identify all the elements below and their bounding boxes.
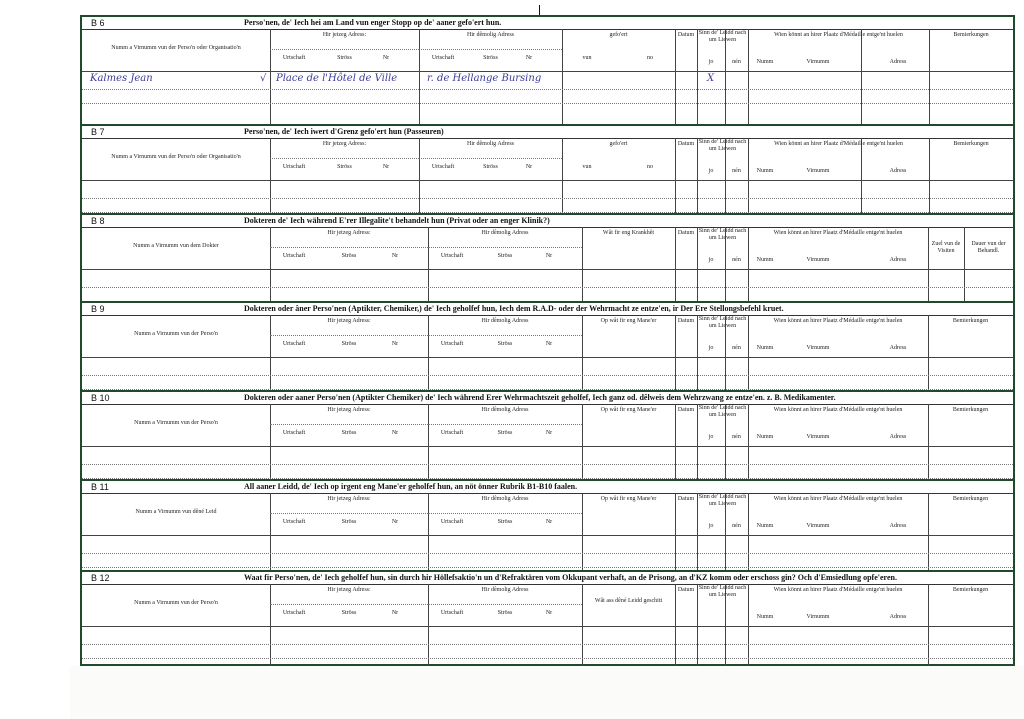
current-address-label: Hir jetzeg Adress: [322,32,367,38]
section-code: B 11 [91,482,109,492]
column-divider [928,493,929,572]
column-divider [748,315,749,392]
street-label: Ströss [341,430,357,436]
header-bottom-line [82,446,1013,447]
column-divider [675,404,676,481]
name-label: Numm [756,168,774,174]
remarks-label: Bemierkungen [952,587,989,593]
place-label: Urtschaft [282,253,306,259]
sub-header-line [428,335,582,336]
street-label: Ströss [497,253,513,259]
header-bottom-line [82,357,1013,358]
section-b11 [82,479,1013,572]
place-label: Urtschaft [440,253,464,259]
date-label: Datum [677,318,695,324]
column-divider [270,315,271,392]
sub-header-line [270,424,428,425]
first-column-label: Numm a Virnumm vun dem Dokter [133,243,219,249]
section-grid [82,493,1013,572]
address-label: Adress [889,59,907,65]
section-grid [82,29,1013,124]
former-address-label: Hir dêmolig Adress [481,496,529,502]
from-label: vun [582,164,592,170]
no-label: nén [732,434,741,440]
yes-label: jo [708,168,714,174]
street-label: Ströss [337,55,352,61]
nr-label: Nr [391,430,399,436]
section-title: Perso'nen, de' Iech iwert d'Grenz gefo'ert hun (Passeuren) [244,127,444,136]
first-name-label: Virnumm [806,614,830,620]
name-label: Numm [756,523,774,529]
column-divider [562,138,563,215]
section-b12 [82,570,1013,666]
column-divider [861,29,862,124]
street-label: Ströss [341,610,357,616]
column-divider [748,138,749,215]
address-label: Adress [889,614,907,620]
yes-label: jo [708,345,714,351]
suffered-label: Sinn de' Leidd nach um Liewen [698,30,747,43]
medal-label: Wien könnt an hirer Plaatz d'Médaille entge'nt huelen [773,496,903,502]
column-divider [270,29,271,124]
entry-check: √ [260,73,267,84]
section-code: B 6 [91,18,105,28]
place-label: Urtschaft [282,519,306,525]
current-address-label: Hir jetzeg Adress: [327,587,371,593]
sub-header-line [428,247,582,248]
sub-header-line [270,335,428,336]
form-frame [80,15,1015,666]
first-name-label: Virnumm [806,168,830,174]
nr-label: Nr [391,253,399,259]
section-b6 [82,17,1013,124]
column-divider [428,584,429,666]
driven-label: gefo'ert [609,32,628,38]
section-code: B 10 [91,393,110,403]
section-title: Dokteren oder aaner Perso'nen (Aptikter Chemiker) de' Iech während Erer Wehrmachtszeit geholfef, Iech ganz od. dêlweis dem Wehrzwang ze entze'en. z. B. Medikamenter. [244,393,836,402]
column-divider [419,29,420,124]
former-address-label: Hir dêmolig Adress [467,32,514,38]
yes-label: jo [708,257,714,263]
first-name-label: Virnumm [806,523,830,529]
current-address-label: Hir jetzeg Adress: [327,496,371,502]
former-address-label: Hir dêmolig Adress [481,587,529,593]
place-label: Urtschaft [431,55,455,61]
street-label: Ströss [341,253,357,259]
nr-label: Nr [545,341,553,347]
suffered-label: Sinn de' Leidd nach um Liewen [698,405,747,418]
first-name-label: Virnumm [806,257,830,263]
column-divider [582,315,583,392]
section-b10 [82,390,1013,481]
name-label: Numm [756,345,774,351]
suffered-label: Sinn de' Leidd nach um Liewen [698,316,747,329]
date-label: Datum [677,496,695,502]
special-column-label: Op wât fir eng Mane'er [600,318,657,324]
address-label: Adress [889,257,907,263]
current-address-label: Hir jetzeg Adress: [327,407,371,413]
place-label: Urtschaft [440,519,464,525]
column-divider [928,315,929,392]
column-divider [964,227,965,303]
no-label: nén [732,257,741,263]
column-divider [428,227,429,303]
nr-label: Nr [545,430,553,436]
yes-label: jo [708,59,714,65]
first-column-label: Numm a Virnumm vun dêné Leid [135,509,217,515]
yes-label: jo [708,523,714,529]
header-bottom-line [82,626,1013,627]
header-bottom-line [82,535,1013,536]
sub-header-line [428,513,582,514]
entry-row-line [82,103,1013,104]
column-divider [419,138,420,215]
column-divider [748,29,749,124]
first-name-label: Virnumm [806,434,830,440]
place-label: Urtschaft [440,610,464,616]
first-column-label: Numm a Virnumm vun der Perso'n [134,420,218,426]
section-b8 [82,213,1013,303]
column-divider [675,29,676,124]
section-code: B 8 [91,216,105,226]
street-label: Ströss [341,341,357,347]
section-code: B 7 [91,127,105,137]
section-grid [82,404,1013,481]
section-title: Perso'nen, de' Iech hei am Land vun enger Stopp op de' aaner gefo'ert hun. [244,18,502,27]
address-label: Adress [889,434,907,440]
date-label: Datum [677,32,695,38]
sub-header-line [270,158,419,159]
remarks-label: Bemierkungen [953,32,989,38]
duration-label: Dauer vun der Behandl. [971,241,1006,254]
remarks-label: Bemierkungen [953,141,989,147]
section-title: All aaner Leidd, de' Iech op irgent eng Mane'er geholfef hun, an nöt önner Rubrik B1-B10 faalen. [244,482,578,491]
remarks-label: Bemierkungen [952,407,989,413]
header-bottom-line [82,71,1013,72]
visits-label: Zuel vun de Visiten [931,241,961,254]
street-label: Ströss [483,164,498,170]
column-divider [428,315,429,392]
medal-label: Wien könnt an hirer Plaatz d'Médaille entge'nt huelen [773,587,903,593]
no-label: nén [732,168,741,174]
section-code: B 12 [91,573,110,583]
sub-header-line [270,49,419,50]
first-column-label: Numm a Virnumm vun der Perso'n [134,331,218,337]
sub-header-line [270,513,428,514]
first-column-label: Numm a Virnumm vun der Perso'n [134,600,218,606]
medal-label: Wien könnt an hirer Plaatz d'Médaille entge'nt huelen [773,407,903,413]
street-label: Ströss [341,519,357,525]
section-title: Waat fir Perso'nen, de' Iech geholfef hun, sin durch hir Höllefsaktio'n un d'Refraktären vom Okkupant verhaft, an de Prisong, an d'KZ komm oder erschoss gin? Och d'Emsiedlung opfe'eren. [244,573,897,582]
header-bottom-line [82,269,1013,270]
section-grid [82,315,1013,392]
column-divider [675,584,676,666]
entry-row-line [82,198,1013,199]
street-label: Ströss [497,341,513,347]
special-column-label: Op wât fir eng Mane'er [600,407,657,413]
first-name-label: Virnumm [806,345,830,351]
no-label: nén [732,345,741,351]
nr-label: Nr [525,55,533,61]
street-label: Ströss [483,55,498,61]
sub-header-line [428,424,582,425]
column-divider [270,493,271,572]
column-divider [270,227,271,303]
address-label: Adress [889,168,907,174]
column-divider [428,493,429,572]
medal-label: Wien könnt an hirer Plaatz d'Médaille entge'nt huelen [773,230,903,236]
sub-header-line [419,158,562,159]
column-divider [928,227,929,303]
suffered-label: Sinn de' Leidd nach um Liewen [698,139,747,152]
column-divider [748,227,749,303]
column-divider [675,315,676,392]
nr-label: Nr [382,55,390,61]
former-address-label: Hir dêmolig Adress [481,230,529,236]
sub-header-line [270,247,428,248]
date-label: Datum [677,141,695,147]
page-margin [70,666,1024,719]
column-divider [675,493,676,572]
special-column-label: Wât ass dêné Leidd geschitt [594,598,663,604]
former-address-label: Hir dêmolig Adress [481,407,529,413]
nr-label: Nr [391,610,399,616]
column-divider [861,138,862,215]
former-address-label: Hir dêmolig Adress [481,318,529,324]
entry-row-line [82,375,1013,376]
nr-label: Nr [545,253,553,259]
place-label: Urtschaft [282,55,306,61]
current-address-label: Hir jetzeg Adress: [322,141,367,147]
column-divider [675,138,676,215]
sub-header-line [419,49,562,50]
nr-label: Nr [545,519,553,525]
entry-current-address: Place de l'Hôtel de Ville [276,73,398,84]
place-label: Urtschaft [282,164,306,170]
to-label: no [647,55,653,61]
entry-row-line [82,89,1013,90]
column-divider [270,404,271,481]
medal-label: Wien könnt an hirer Plaatz d'Médaille entge'nt huelen [773,318,903,324]
entry-row-line [82,553,1013,554]
entry-former-address: r. de Hellange Bursing [427,73,542,84]
nr-label: Nr [391,519,399,525]
driven-label: gefo'ert [609,141,628,147]
entry-row-line [82,644,1013,645]
entry-row-line [82,464,1013,465]
address-label: Adress [889,345,907,351]
section-b7 [82,124,1013,215]
name-label: Numm [756,614,774,620]
sub-header-line [428,604,582,605]
from-label: vun [582,55,592,61]
current-address-label: Hir jetzeg Adress: [327,318,371,324]
street-label: Ströss [497,430,513,436]
remarks-label: Bemierkungen [952,496,989,502]
first-column-label: Numm a Virnumm vun der Perso'n oder Organisatio'n [111,154,241,160]
nr-label: Nr [525,164,533,170]
no-label: nén [732,523,741,529]
nr-label: Nr [382,164,390,170]
column-divider [270,584,271,666]
nr-label: Nr [545,610,553,616]
column-divider [582,227,583,303]
street-label: Ströss [337,164,352,170]
place-label: Urtschaft [440,430,464,436]
column-divider [562,29,563,124]
current-address-label: Hir jetzeg Adress: [327,230,371,236]
suffered-label: Sinn de' Leidd nach um Liewen [698,228,747,241]
entry-jo-mark: X [707,73,715,84]
date-label: Datum [677,230,695,236]
name-label: Numm [756,257,774,263]
section-title: Dokteren oder âner Perso'nen (Aptikter, Chemiker,) de' Iech geholfef hun, Iech dem R.A.D- oder der Wehrmacht ze entze'en, ir Der Ere Stellongsbefehl kruet. [244,304,784,313]
column-divider [928,584,929,666]
column-divider [428,404,429,481]
section-grid [82,227,1013,303]
first-name-label: Virnumm [806,59,830,65]
top-mark [539,5,540,15]
section-title: Dokteren de' Iech während E'rer Illegalite't behandelt hun (Privat oder an enger Klinik?) [244,216,550,225]
column-divider [675,227,676,303]
medal-label: Wien könnt an hirer Plaatz d'Médaille entge'nt huelen [774,141,903,147]
first-column-label: Numm a Virnumm vun der Perso'n oder Organisatio'n [111,45,241,51]
place-label: Urtschaft [282,341,306,347]
to-label: no [647,164,653,170]
column-divider [929,29,930,124]
place-label: Urtschaft [431,164,455,170]
special-column-label: Wât fir eng Krankhêt [602,230,655,236]
column-divider [748,493,749,572]
column-divider [582,493,583,572]
entry-name: Kalmes Jean [90,73,153,84]
medal-label: Wien könnt an hirer Plaatz d'Médaille entge'nt huelen [774,32,903,38]
column-divider [928,404,929,481]
name-label: Numm [756,59,774,65]
section-code: B 9 [91,304,105,314]
date-label: Datum [677,587,695,593]
former-address-label: Hir dêmolig Adress [467,141,514,147]
date-label: Datum [677,407,695,413]
place-label: Urtschaft [440,341,464,347]
entry-row-line [82,567,1013,568]
sub-header-line [270,604,428,605]
address-label: Adress [889,523,907,529]
no-label: nén [732,59,741,65]
section-grid [82,138,1013,215]
street-label: Ströss [497,519,513,525]
entry-row-line [82,658,1013,659]
header-bottom-line [82,180,1013,181]
place-label: Urtschaft [282,430,306,436]
name-label: Numm [756,434,774,440]
column-divider [582,584,583,666]
nr-label: Nr [391,341,399,347]
column-divider [929,138,930,215]
place-label: Urtschaft [282,610,306,616]
suffered-label: Sinn de' Leidd nach um Liewen [698,585,747,598]
column-divider [582,404,583,481]
remarks-label: Bemierkungen [952,318,989,324]
yes-label: jo [708,434,714,440]
street-label: Ströss [497,610,513,616]
section-grid [82,584,1013,666]
suffered-label: Sinn de' Leidd nach um Liewen [698,494,747,507]
column-divider [748,584,749,666]
special-column-label: Op wât fir eng Mane'er [600,496,657,502]
column-divider [748,404,749,481]
column-divider [270,138,271,215]
section-b9 [82,301,1013,392]
entry-row-line [82,287,1013,288]
